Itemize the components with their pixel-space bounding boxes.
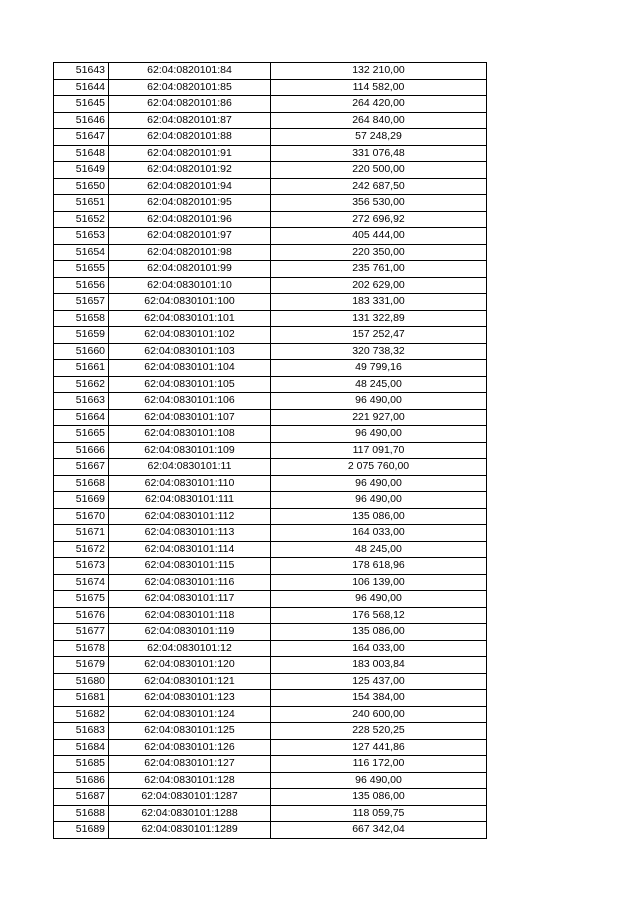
cadastral-number-cell: 62:04:0830101:121 <box>109 673 271 690</box>
row-number-cell: 51662 <box>54 376 109 393</box>
table-row <box>54 822 487 839</box>
table-row <box>54 112 487 129</box>
row-number-cell: 51685 <box>54 756 109 773</box>
table-row <box>54 426 487 443</box>
row-number-cell: 51657 <box>54 294 109 311</box>
table-row <box>54 327 487 344</box>
row-number-cell: 51669 <box>54 492 109 509</box>
row-number-cell: 51651 <box>54 195 109 212</box>
cadastral-number-cell: 62:04:0820101:97 <box>109 228 271 245</box>
cadastral-number-cell: 62:04:0820101:92 <box>109 162 271 179</box>
value-cell: 132 210,00 <box>271 63 487 80</box>
row-number-cell: 51645 <box>54 96 109 113</box>
row-number-cell: 51650 <box>54 178 109 195</box>
row-number-cell: 51654 <box>54 244 109 261</box>
value-cell: 114 582,00 <box>271 79 487 96</box>
row-number-cell: 51689 <box>54 822 109 839</box>
value-cell: 96 490,00 <box>271 475 487 492</box>
value-cell: 125 437,00 <box>271 673 487 690</box>
cadastral-number-cell: 62:04:0830101:124 <box>109 706 271 723</box>
row-number-cell: 51661 <box>54 360 109 377</box>
row-number-cell: 51666 <box>54 442 109 459</box>
cadastral-number-cell: 62:04:0830101:123 <box>109 690 271 707</box>
row-number-cell: 51659 <box>54 327 109 344</box>
table-row <box>54 739 487 756</box>
cadastral-number-cell: 62:04:0820101:87 <box>109 112 271 129</box>
table-row <box>54 723 487 740</box>
table-row <box>54 558 487 575</box>
cadastral-number-cell: 62:04:0830101:119 <box>109 624 271 641</box>
row-number-cell: 51667 <box>54 459 109 476</box>
value-cell: 48 245,00 <box>271 541 487 558</box>
row-number-cell: 51668 <box>54 475 109 492</box>
table-body <box>54 63 487 839</box>
table-row <box>54 706 487 723</box>
cadastral-number-cell: 62:04:0830101:113 <box>109 525 271 542</box>
cadastral-number-cell: 62:04:0830101:110 <box>109 475 271 492</box>
value-cell: 356 530,00 <box>271 195 487 212</box>
row-number-cell: 51672 <box>54 541 109 558</box>
row-number-cell: 51648 <box>54 145 109 162</box>
value-cell: 240 600,00 <box>271 706 487 723</box>
table-row <box>54 360 487 377</box>
table-row <box>54 195 487 212</box>
row-number-cell: 51660 <box>54 343 109 360</box>
row-number-cell: 51671 <box>54 525 109 542</box>
table-row <box>54 475 487 492</box>
row-number-cell: 51683 <box>54 723 109 740</box>
row-number-cell: 51647 <box>54 129 109 146</box>
table-row <box>54 261 487 278</box>
value-cell: 131 322,89 <box>271 310 487 327</box>
value-cell: 178 618,96 <box>271 558 487 575</box>
table-row <box>54 591 487 608</box>
value-cell: 135 086,00 <box>271 624 487 641</box>
value-cell: 220 350,00 <box>271 244 487 261</box>
table-row <box>54 145 487 162</box>
cadastral-number-cell: 62:04:0830101:107 <box>109 409 271 426</box>
value-cell: 96 490,00 <box>271 426 487 443</box>
value-cell: 96 490,00 <box>271 591 487 608</box>
table-row <box>54 63 487 80</box>
cadastral-number-cell: 62:04:0830101:1288 <box>109 805 271 822</box>
table-row <box>54 343 487 360</box>
row-number-cell: 51677 <box>54 624 109 641</box>
cadastral-number-cell: 62:04:0830101:116 <box>109 574 271 591</box>
cadastral-number-cell: 62:04:0830101:112 <box>109 508 271 525</box>
table-row <box>54 294 487 311</box>
cadastral-number-cell: 62:04:0830101:11 <box>109 459 271 476</box>
cadastral-number-cell: 62:04:0830101:102 <box>109 327 271 344</box>
value-cell: 116 172,00 <box>271 756 487 773</box>
value-cell: 154 384,00 <box>271 690 487 707</box>
cadastral-number-cell: 62:04:0830101:120 <box>109 657 271 674</box>
table-row <box>54 459 487 476</box>
table-row <box>54 772 487 789</box>
table-row <box>54 789 487 806</box>
table-row <box>54 277 487 294</box>
row-number-cell: 51646 <box>54 112 109 129</box>
cadastral-value-table <box>53 62 487 839</box>
value-cell: 96 490,00 <box>271 393 487 410</box>
value-cell: 235 761,00 <box>271 261 487 278</box>
row-number-cell: 51670 <box>54 508 109 525</box>
row-number-cell: 51643 <box>54 63 109 80</box>
cadastral-number-cell: 62:04:0830101:100 <box>109 294 271 311</box>
row-number-cell: 51676 <box>54 607 109 624</box>
value-cell: 96 490,00 <box>271 772 487 789</box>
row-number-cell: 51649 <box>54 162 109 179</box>
cadastral-number-cell: 62:04:0820101:91 <box>109 145 271 162</box>
row-number-cell: 51665 <box>54 426 109 443</box>
row-number-cell: 51674 <box>54 574 109 591</box>
value-cell: 2 075 760,00 <box>271 459 487 476</box>
table-row <box>54 79 487 96</box>
value-cell: 135 086,00 <box>271 508 487 525</box>
row-number-cell: 51652 <box>54 211 109 228</box>
cadastral-number-cell: 62:04:0820101:96 <box>109 211 271 228</box>
cadastral-number-cell: 62:04:0830101:127 <box>109 756 271 773</box>
value-cell: 57 248,29 <box>271 129 487 146</box>
table-row <box>54 574 487 591</box>
value-cell: 164 033,00 <box>271 640 487 657</box>
table-row <box>54 129 487 146</box>
value-cell: 221 927,00 <box>271 409 487 426</box>
table-row <box>54 508 487 525</box>
cadastral-number-cell: 62:04:0830101:118 <box>109 607 271 624</box>
cadastral-number-cell: 62:04:0830101:12 <box>109 640 271 657</box>
cadastral-number-cell: 62:04:0830101:109 <box>109 442 271 459</box>
row-number-cell: 51653 <box>54 228 109 245</box>
value-cell: 118 059,75 <box>271 805 487 822</box>
row-number-cell: 51664 <box>54 409 109 426</box>
row-number-cell: 51663 <box>54 393 109 410</box>
table-row <box>54 690 487 707</box>
cadastral-number-cell: 62:04:0820101:99 <box>109 261 271 278</box>
value-cell: 106 139,00 <box>271 574 487 591</box>
cadastral-number-cell: 62:04:0830101:10 <box>109 277 271 294</box>
cadastral-number-cell: 62:04:0820101:88 <box>109 129 271 146</box>
value-cell: 202 629,00 <box>271 277 487 294</box>
value-cell: 164 033,00 <box>271 525 487 542</box>
table-row <box>54 162 487 179</box>
cadastral-number-cell: 62:04:0830101:106 <box>109 393 271 410</box>
cadastral-number-cell: 62:04:0830101:128 <box>109 772 271 789</box>
cadastral-number-cell: 62:04:0820101:95 <box>109 195 271 212</box>
value-cell: 48 245,00 <box>271 376 487 393</box>
table-row <box>54 640 487 657</box>
table-row <box>54 211 487 228</box>
cadastral-number-cell: 62:04:0830101:103 <box>109 343 271 360</box>
value-cell: 135 086,00 <box>271 789 487 806</box>
cadastral-number-cell: 62:04:0830101:1287 <box>109 789 271 806</box>
table-row <box>54 624 487 641</box>
row-number-cell: 51675 <box>54 591 109 608</box>
value-cell: 183 331,00 <box>271 294 487 311</box>
cadastral-number-cell: 62:04:0830101:126 <box>109 739 271 756</box>
row-number-cell: 51673 <box>54 558 109 575</box>
table-row <box>54 178 487 195</box>
table-row <box>54 607 487 624</box>
row-number-cell: 51682 <box>54 706 109 723</box>
cadastral-number-cell: 62:04:0820101:84 <box>109 63 271 80</box>
table-row <box>54 541 487 558</box>
table-row <box>54 228 487 245</box>
table-row <box>54 393 487 410</box>
row-number-cell: 51681 <box>54 690 109 707</box>
value-cell: 228 520,25 <box>271 723 487 740</box>
value-cell: 157 252,47 <box>271 327 487 344</box>
value-cell: 272 696,92 <box>271 211 487 228</box>
cadastral-number-cell: 62:04:0830101:117 <box>109 591 271 608</box>
cadastral-number-cell: 62:04:0830101:1289 <box>109 822 271 839</box>
row-number-cell: 51644 <box>54 79 109 96</box>
row-number-cell: 51678 <box>54 640 109 657</box>
row-number-cell: 51655 <box>54 261 109 278</box>
value-cell: 405 444,00 <box>271 228 487 245</box>
table-row <box>54 756 487 773</box>
row-number-cell: 51658 <box>54 310 109 327</box>
value-cell: 183 003,84 <box>271 657 487 674</box>
cadastral-number-cell: 62:04:0830101:115 <box>109 558 271 575</box>
table-row <box>54 442 487 459</box>
cadastral-number-cell: 62:04:0830101:111 <box>109 492 271 509</box>
table-row <box>54 805 487 822</box>
cadastral-number-cell: 62:04:0820101:94 <box>109 178 271 195</box>
row-number-cell: 51687 <box>54 789 109 806</box>
table-row <box>54 492 487 509</box>
table-row <box>54 244 487 261</box>
cadastral-number-cell: 62:04:0830101:101 <box>109 310 271 327</box>
row-number-cell: 51656 <box>54 277 109 294</box>
cadastral-number-cell: 62:04:0820101:98 <box>109 244 271 261</box>
value-cell: 264 420,00 <box>271 96 487 113</box>
cadastral-number-cell: 62:04:0830101:105 <box>109 376 271 393</box>
cadastral-number-cell: 62:04:0830101:125 <box>109 723 271 740</box>
cadastral-number-cell: 62:04:0830101:114 <box>109 541 271 558</box>
table-row <box>54 376 487 393</box>
value-cell: 117 091,70 <box>271 442 487 459</box>
value-cell: 49 799,16 <box>271 360 487 377</box>
value-cell: 331 076,48 <box>271 145 487 162</box>
table-row <box>54 525 487 542</box>
table-row <box>54 96 487 113</box>
row-number-cell: 51686 <box>54 772 109 789</box>
row-number-cell: 51679 <box>54 657 109 674</box>
table-row <box>54 409 487 426</box>
value-cell: 320 738,32 <box>271 343 487 360</box>
value-cell: 264 840,00 <box>271 112 487 129</box>
cadastral-number-cell: 62:04:0830101:104 <box>109 360 271 377</box>
value-cell: 667 342,04 <box>271 822 487 839</box>
row-number-cell: 51688 <box>54 805 109 822</box>
table-row <box>54 657 487 674</box>
cadastral-number-cell: 62:04:0820101:86 <box>109 96 271 113</box>
value-cell: 220 500,00 <box>271 162 487 179</box>
cadastral-number-cell: 62:04:0820101:85 <box>109 79 271 96</box>
row-number-cell: 51680 <box>54 673 109 690</box>
table-row <box>54 310 487 327</box>
row-number-cell: 51684 <box>54 739 109 756</box>
value-cell: 96 490,00 <box>271 492 487 509</box>
value-cell: 127 441,86 <box>271 739 487 756</box>
table-row <box>54 673 487 690</box>
value-cell: 242 687,50 <box>271 178 487 195</box>
value-cell: 176 568,12 <box>271 607 487 624</box>
cadastral-number-cell: 62:04:0830101:108 <box>109 426 271 443</box>
